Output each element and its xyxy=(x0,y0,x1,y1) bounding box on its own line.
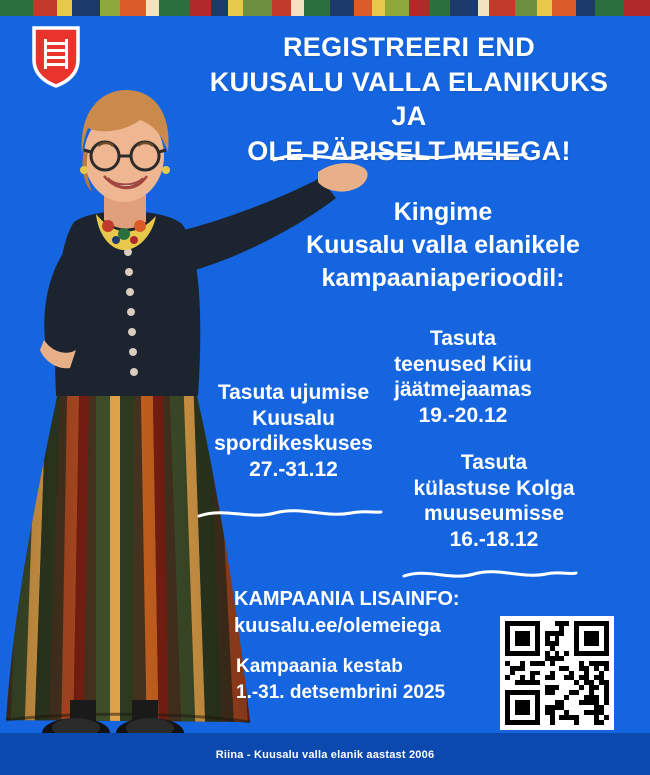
folk-stripe-27 xyxy=(576,0,596,16)
folk-stripe-1 xyxy=(33,0,57,16)
folk-stripe-16 xyxy=(354,0,371,16)
offer-muuseum-line-1: Tasuta xyxy=(460,451,528,474)
offer-muuseum xyxy=(378,450,610,552)
headline-line-3: OLE PÄRISELT MEIEGA! xyxy=(247,135,571,166)
offer-muuseum-line-2: külastuse Kolga xyxy=(413,476,575,500)
folk-stripe-13 xyxy=(291,0,304,16)
offer-jaatmejaam-line-3: jäätmejaamas xyxy=(394,378,532,402)
campaign-duration-line-2: 1.-31. detsembrini 2025 xyxy=(236,681,446,703)
folk-stripe-7 xyxy=(159,0,189,16)
folk-stripe-9 xyxy=(211,0,228,16)
offer-jaatmejaam-line-2: teenused Kiiu xyxy=(394,352,532,376)
qr-code-matrix xyxy=(505,621,609,725)
campaign-duration xyxy=(236,654,445,705)
folk-stripe-25 xyxy=(537,0,552,16)
squiggle-divider-left xyxy=(195,506,385,527)
campaign-url[interactable]: kuusalu.ee/olemeiega xyxy=(234,615,441,637)
folk-stripe-11 xyxy=(243,0,271,16)
folk-stripe-2 xyxy=(57,0,72,16)
folk-stripe-28 xyxy=(595,0,623,16)
folk-stripe-15 xyxy=(330,0,354,16)
squiggle-divider-headline xyxy=(270,148,530,171)
squiggle-divider-right xyxy=(400,567,580,588)
offer-jaatmejaam-dates: 19.-20.12 xyxy=(418,403,508,427)
folk-stripe-6 xyxy=(146,0,159,16)
offer-muuseum-dates: 16.-18.12 xyxy=(449,527,539,551)
offer-ujumine xyxy=(186,380,401,482)
folk-stripe-18 xyxy=(385,0,409,16)
folk-stripe-band xyxy=(0,0,650,16)
offer-ujumine-line-1: Tasuta ujumise xyxy=(217,381,370,404)
folk-stripe-14 xyxy=(304,0,330,16)
folk-stripe-3 xyxy=(72,0,100,16)
folk-stripe-4 xyxy=(100,0,120,16)
folk-stripe-19 xyxy=(409,0,431,16)
folk-stripe-20 xyxy=(430,0,450,16)
headline-line-1: REGISTREERI END xyxy=(282,32,536,62)
folk-stripe-22 xyxy=(478,0,489,16)
folk-stripe-10 xyxy=(228,0,243,16)
folk-stripe-12 xyxy=(272,0,292,16)
folk-stripe-26 xyxy=(552,0,576,16)
campaign-info-label: KAMPAANIA LISAINFO: xyxy=(234,588,460,610)
folk-stripe-5 xyxy=(120,0,146,16)
headline-line-2: KUUSALU VALLA ELANIKUKS JA xyxy=(209,66,609,132)
photo-caption: Riina - Kuusalu valla elanik aastast 2006 xyxy=(215,749,435,761)
kuusalu-coat-of-arms-icon xyxy=(32,26,80,88)
offer-muuseum-line-3: muuseumisse xyxy=(423,502,565,526)
folk-stripe-0 xyxy=(0,0,33,16)
folk-stripe-29 xyxy=(624,0,650,16)
subheadline-line-3: kampaaniaperioodil: xyxy=(321,264,565,292)
campaign-duration-line-1: Kampaania kestab xyxy=(236,656,403,677)
subheadline-line-1: Kingime xyxy=(393,198,493,226)
offer-ujumine-line-2: Kuusalu xyxy=(252,406,335,430)
folk-stripe-24 xyxy=(515,0,537,16)
offer-ujumine-dates: 27.-31.12 xyxy=(249,457,338,481)
campaign-info xyxy=(234,586,460,640)
folk-stripe-23 xyxy=(489,0,515,16)
offer-ujumine-line-3: spordikeskuses xyxy=(214,432,373,456)
offer-jaatmejaam-line-1: Tasuta xyxy=(429,327,497,350)
subheadline-line-2: Kuusalu valla elanikele xyxy=(306,231,580,259)
subheadline xyxy=(258,196,628,295)
folk-stripe-8 xyxy=(189,0,211,16)
qr-code[interactable] xyxy=(500,616,614,730)
folk-stripe-17 xyxy=(372,0,385,16)
folk-stripe-21 xyxy=(450,0,478,16)
